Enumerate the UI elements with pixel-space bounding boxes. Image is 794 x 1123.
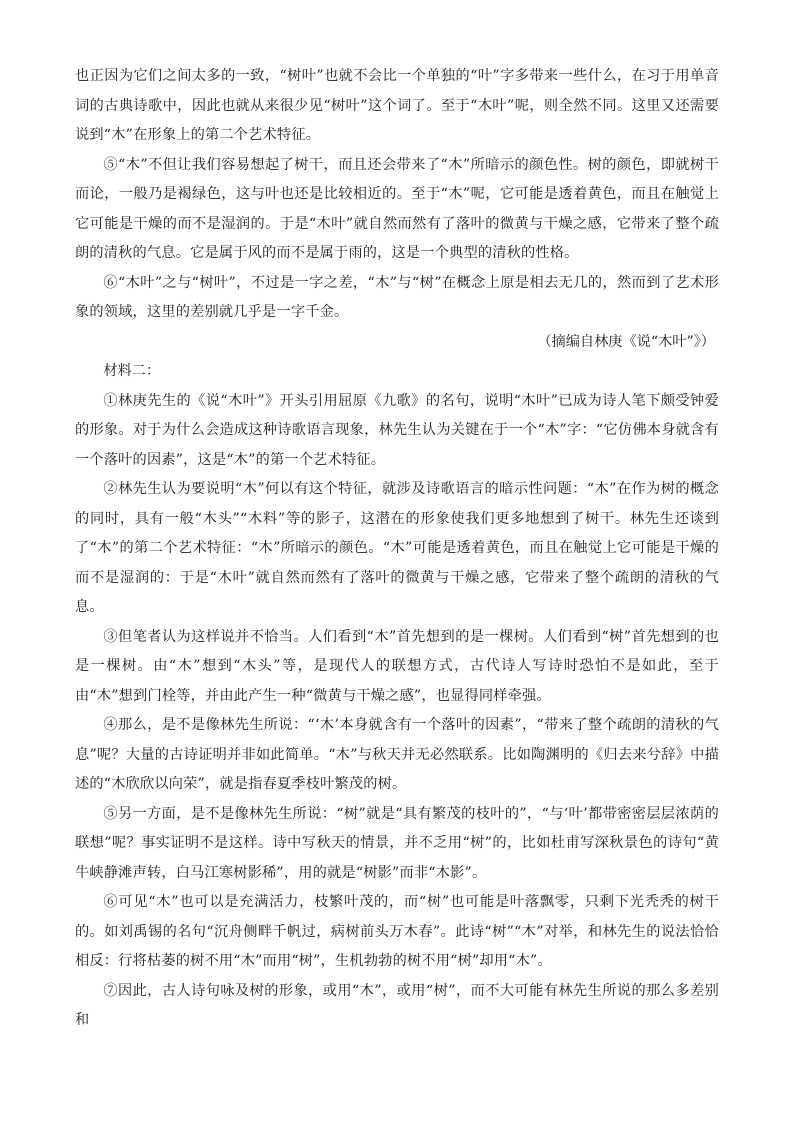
material2-paragraph-3: ③但笔者认为这样说并不恰当。人们看到“木”首先想到的是一棵树。人们看到“树”首先想到的也是一棵树。由“木”想到“木头”等，是现代人的联想方式，古代诗人写诗时恐怕不是如此，至于由“木”想到门栓等，并由此产生一种“微黄与干燥之感”，也显得同样牵强。 (75, 628, 719, 704)
material2-paragraph-4: ④那么，是不是像林先生所说：“‘木’本身就含有一个落叶的因素”，“带来了整个疏朗的清秋的气息”呢？大量的古诗证明并非如此简单。“木”与秋天并无必然联系。比如陶渊明的《归去来兮辞》中描述的“木欣欣以向荣”，就是指春夏季枝叶繁茂的树。 (75, 717, 719, 792)
material2-paragraph-5: ⑤另一方面，是不是像林先生所说：“树”就是“具有繁茂的枝叶的”，“与‘叶’都带密密层层浓荫的联想”呢？事实证明不是这样。诗中写秋天的情景，并不乏用“树”的，比如杜甫写深秋景色的诗句“黄牛峡静滩声转，白马江寒树影稀”，用的就是“树影”而非“木影”。 (75, 805, 719, 881)
material2-paragraph-2: ②林先生认为要说明“木”何以有这个特征，就涉及诗歌语言的暗示性问题：“木”在作为树的概念的同时，具有一般“木头”“木料”等的影子，这潜在的形象使我们更多地想到了树干。林先生还谈到了“木”的第二个艺术特征：“木”所暗示的颜色。“木”可能是透着黄色，而且在触觉上它可能是干燥的而不是湿润的：于是“木叶”就自然而然有了落叶的微黄与干燥之感，它带来了整个疏朗的清秋的气息。 (75, 481, 719, 615)
material1-paragraph-6: ⑥“木叶”之与“树叶”，不过是一字之差，“木”与“树”在概念上原是相去无几的，然而到了艺术形象的领域，这里的差别就几乎是一字千金。 (75, 274, 719, 320)
material1-paragraph-5: ⑤“木”不但让我们容易想起了树干，而且还会带来了“木”所暗示的颜色性。树的颜色，即就树干而论，一般乃是褐绿色，这与叶也还是比较相近的。至于“木”呢，它可能是透着黄色，而且在触觉上它可能是干燥的而不是湿润的。于是“木叶”就自然而然有了落叶的微黄与干燥之感，它带来了整个疏朗的清秋的气息。它是属于风的而不是属于雨的，这是一个典型的清秋的性格。 (75, 156, 719, 261)
material2-paragraph-6: ⑥可见“木”也可以是充满活力，枝繁叶茂的，而“树”也可能是叶落飘零，只剩下光秃秃的树干的。如刘禹锡的名句“沉舟侧畔千帆过，病树前头万木春”。此诗“树”“木”对举，和林先生的说法恰恰相反：行将枯萎的树不用“木”而用“树”，生机勃勃的树不用“树”却用“木”。 (75, 894, 719, 969)
material2-paragraph-1: ①林庚先生的《说“木叶”》开头引用屈原《九歌》的名句，说明“木叶”已成为诗人笔下颇受钟爱的形象。对于为什么会造成这种诗歌语言现象，林先生认为关键在于一个“木”字：“它仿佛本身就含有一个落叶的因素”，这是“木”的第一个艺术特征。 (75, 392, 719, 468)
material2-paragraph-7: ⑦因此，古人诗句咏及树的形象，或用“木”，或用“树”，而不大可能有林先生所说的那么多差别和 (75, 982, 719, 1028)
document-body (75, 62, 719, 1036)
material1-source-citation: （摘编自林庚《说“木叶”》） (537, 333, 715, 350)
material2-heading: 材料二： (103, 363, 161, 379)
material1-continued-paragraph: 也正因为它们之间太多的一致，“树叶”也就不会比一个单独的“叶”字多带来一些什么，在习于用单音词的古典诗歌中，因此也就从来很少见“树叶”这个词了。至于“木叶”呢，则全然不同。这里又还需要说到“木”在形象上的第二个艺术特征。 (75, 68, 719, 143)
